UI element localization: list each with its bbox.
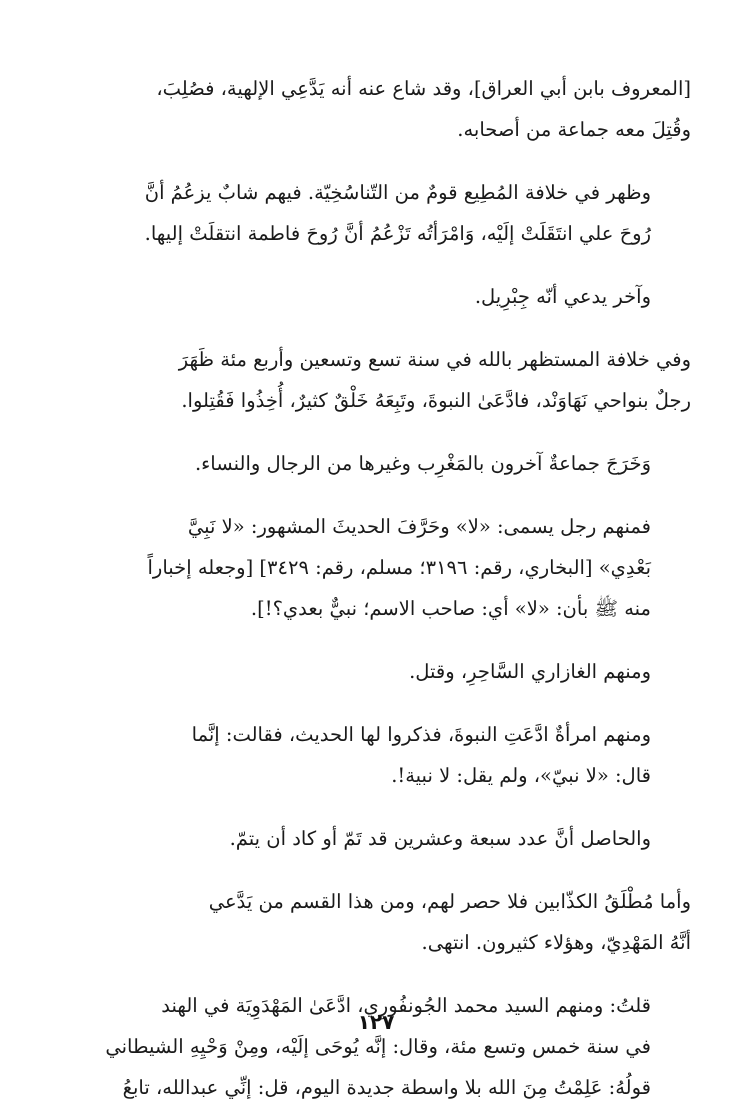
text-line: وَخَرَجَ جماعةٌ آخرون بالمَغْرِب وغيرها من الرجال والنساء. xyxy=(194,452,651,475)
text-line: رُوحَ علي انتَقَلَتْ إلَيْه، وَامْرَأتُه تَزْعُمُ أنَّ رُوحَ فاطمة انتقلَتْ إليها. xyxy=(144,222,651,245)
text-line: رجلٌ بنواحي نَهَاوَنْد، فادَّعَىٰ النبوةَ، وتَبِعَهُ خَلْقٌ كثيرٌ، أُخِذُوا فَقُتِلوا. xyxy=(181,389,691,412)
text-line: أنَّهُ المَهْدِيّ، وهؤلاء كثيرون. انتهى. xyxy=(421,931,691,954)
text-line: وآخر يدعي أنّه جِبْرِيل. xyxy=(474,285,651,308)
paragraph xyxy=(70,172,691,254)
paragraph xyxy=(70,506,691,629)
text-line: وظهر في خلافة المُطِيع قومٌ من التّناسُخِيّة. فيهم شابٌ يزعُمُ أنَّ xyxy=(144,181,651,204)
text-line: بَعْدِي» [البخاري، رقم: ٣١٩٦؛ مسلم، رقم: ٣٤٢٩] [وجعله إخباراً xyxy=(147,556,651,579)
text-line: وأما مُطْلَقُ الكذّابين فلا حصر لهم، ومن هذا القسم من يَدَّعي xyxy=(208,890,691,913)
paragraph xyxy=(70,339,691,421)
paragraph xyxy=(70,985,691,1108)
paragraph xyxy=(70,276,691,317)
text-line: منه ﷺ بأن: «لا» أي: صاحب الاسم؛ نبيٌّ بعدي؟!]. xyxy=(250,597,651,620)
text-line: ومنهم امرأةٌ ادَّعَتِ النبوةَ، فذكروا لها الحديث، فقالت: إنَّما xyxy=(191,723,651,746)
paragraph xyxy=(70,818,691,859)
page-number: ١٢٧ xyxy=(357,1010,395,1034)
text-line: قلتُ: ومنهم السيد محمد الجُونفُورِي، ادَّعَىٰ المَهْدَوِيَة في الهند xyxy=(161,994,651,1017)
text-line: فمنهم رجل يسمى: «لا» وحَرَّفَ الحديثَ المشهور: «لا نَبِيَّ xyxy=(187,515,651,538)
paragraph xyxy=(70,881,691,963)
paragraph xyxy=(70,651,691,692)
page-body xyxy=(70,68,691,1098)
text-line: والحاصل أنَّ عدد سبعة وعشرين قد تَمّ أو كاد أن يتمّ. xyxy=(229,827,651,850)
text-line: قولُهُ: عَلِمْتُ مِنَ الله بلا واسطة جديدة اليوم، قل: إنِّي عبدالله، تابعُ xyxy=(122,1076,651,1099)
text-line: ومنهم الغازاري السَّاحِرِ، وقتل. xyxy=(409,660,651,683)
text-line: وفي خلافة المستظهر بالله في سنة تسع وتسعين وأربع مئة ظَهَرَ xyxy=(178,348,691,371)
paragraph xyxy=(70,714,691,796)
text-line: وقُتِلَ معه جماعة من أصحابه. xyxy=(457,118,691,141)
text-line: قال: «لا نبيّ»، ولم يقل: لا نبية!. xyxy=(391,764,651,787)
text-line: في سنة خمس وتسع مئة، وقال: إنَّه يُوحَى إلَيْه، ومِنْ وَحْيِهِ الشيطاني xyxy=(105,1035,651,1058)
text-line: [المعروف بابن أبي العراق]، وقد شاع عنه أنه يَدَّعِي الإلهية، فصُلِبَ، xyxy=(156,77,691,100)
paragraph xyxy=(70,443,691,484)
paragraph xyxy=(70,68,691,150)
